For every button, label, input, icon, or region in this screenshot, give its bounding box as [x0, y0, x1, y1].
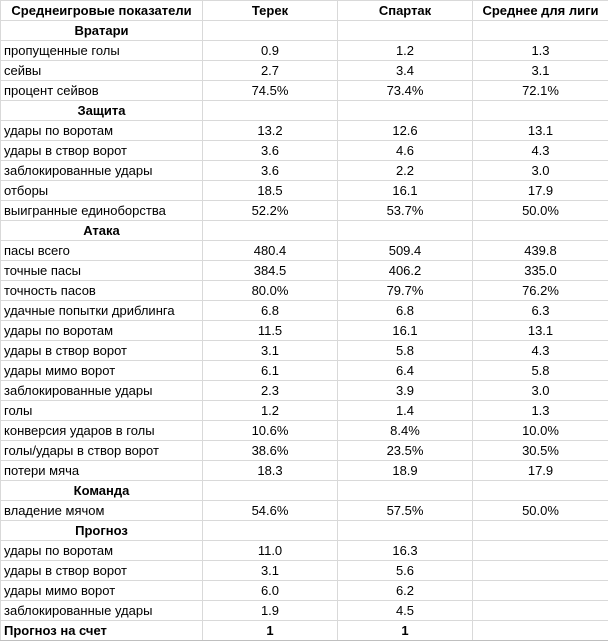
- metric-label: Прогноз на счет: [1, 621, 203, 641]
- terek-value: 384.5: [203, 261, 338, 281]
- spartak-value: 2.2: [338, 161, 473, 181]
- terek-value: 1: [203, 621, 338, 641]
- empty-cell: [203, 521, 338, 541]
- spartak-value: 16.1: [338, 321, 473, 341]
- table-row: [1, 261, 608, 281]
- metric-label: процент сейвов: [1, 81, 203, 101]
- metric-label: удары по воротам: [1, 121, 203, 141]
- table-row: [1, 141, 608, 161]
- empty-cell: [203, 101, 338, 121]
- spartak-value: 3.9: [338, 381, 473, 401]
- section-title: Прогноз: [1, 521, 203, 541]
- table-row: [1, 361, 608, 381]
- table-row: [1, 381, 608, 401]
- league-average-value: 50.0%: [473, 201, 608, 221]
- section-row: [1, 21, 608, 41]
- empty-cell: [203, 221, 338, 241]
- spartak-value: 1.2: [338, 41, 473, 61]
- terek-value: 11.5: [203, 321, 338, 341]
- metric-label: точность пасов: [1, 281, 203, 301]
- total-row: [1, 621, 608, 641]
- terek-value: 3.1: [203, 341, 338, 361]
- spartak-value: 5.8: [338, 341, 473, 361]
- metric-label: голы: [1, 401, 203, 421]
- metric-label: пасы всего: [1, 241, 203, 261]
- terek-value: 6.1: [203, 361, 338, 381]
- empty-cell: [473, 481, 608, 501]
- terek-value: 0.9: [203, 41, 338, 61]
- league-average-value: [473, 581, 608, 601]
- empty-cell: [203, 481, 338, 501]
- league-average-value: [473, 561, 608, 581]
- spartak-value: 406.2: [338, 261, 473, 281]
- empty-cell: [473, 21, 608, 41]
- league-average-value: 3.0: [473, 161, 608, 181]
- league-average-value: 1.3: [473, 41, 608, 61]
- metric-label: удары мимо ворот: [1, 581, 203, 601]
- spartak-value: 18.9: [338, 461, 473, 481]
- header-metric: Среднеигровые показатели: [1, 1, 203, 21]
- spartak-value: 8.4%: [338, 421, 473, 441]
- metric-label: владение мячом: [1, 501, 203, 521]
- spartak-value: 6.4: [338, 361, 473, 381]
- stats-table-body: [1, 1, 608, 641]
- spartak-value: 6.8: [338, 301, 473, 321]
- empty-cell: [338, 21, 473, 41]
- league-average-value: 4.3: [473, 341, 608, 361]
- section-row: [1, 221, 608, 241]
- spartak-value: 4.5: [338, 601, 473, 621]
- league-average-value: 30.5%: [473, 441, 608, 461]
- metric-label: голы/удары в створ ворот: [1, 441, 203, 461]
- metric-label: удары в створ ворот: [1, 141, 203, 161]
- metric-label: сейвы: [1, 61, 203, 81]
- section-row: [1, 521, 608, 541]
- metric-label: потери мяча: [1, 461, 203, 481]
- table-row: [1, 201, 608, 221]
- metric-label: удары мимо ворот: [1, 361, 203, 381]
- league-average-value: 50.0%: [473, 501, 608, 521]
- terek-value: 2.7: [203, 61, 338, 81]
- spartak-value: 509.4: [338, 241, 473, 261]
- spartak-value: 79.7%: [338, 281, 473, 301]
- section-title: Команда: [1, 481, 203, 501]
- league-average-value: 17.9: [473, 461, 608, 481]
- header-team-spartak: Спартак: [338, 1, 473, 21]
- table-row: [1, 421, 608, 441]
- table-row: [1, 241, 608, 261]
- league-average-value: 439.8: [473, 241, 608, 261]
- terek-value: 1.2: [203, 401, 338, 421]
- league-average-value: [473, 621, 608, 641]
- table-row: [1, 601, 608, 621]
- table-row: [1, 541, 608, 561]
- table-row: [1, 301, 608, 321]
- league-average-value: 6.3: [473, 301, 608, 321]
- spartak-value: 12.6: [338, 121, 473, 141]
- terek-value: 74.5%: [203, 81, 338, 101]
- table-row: [1, 401, 608, 421]
- league-average-value: 335.0: [473, 261, 608, 281]
- empty-cell: [473, 221, 608, 241]
- league-average-value: 76.2%: [473, 281, 608, 301]
- terek-value: 80.0%: [203, 281, 338, 301]
- league-average-value: 72.1%: [473, 81, 608, 101]
- header-league-average: Среднее для лиги: [473, 1, 608, 21]
- header-row: [1, 1, 608, 21]
- terek-value: 6.8: [203, 301, 338, 321]
- league-average-value: 3.0: [473, 381, 608, 401]
- spartak-value: 3.4: [338, 61, 473, 81]
- table-row: [1, 161, 608, 181]
- metric-label: пропущенные голы: [1, 41, 203, 61]
- spartak-value: 16.1: [338, 181, 473, 201]
- metric-label: заблокированные удары: [1, 381, 203, 401]
- metric-label: точные пасы: [1, 261, 203, 281]
- league-average-value: 4.3: [473, 141, 608, 161]
- terek-value: 3.1: [203, 561, 338, 581]
- terek-value: 18.3: [203, 461, 338, 481]
- terek-value: 3.6: [203, 161, 338, 181]
- league-average-value: 3.1: [473, 61, 608, 81]
- empty-cell: [203, 21, 338, 41]
- metric-label: удары в створ ворот: [1, 341, 203, 361]
- spartak-value: 1: [338, 621, 473, 641]
- spartak-value: 1.4: [338, 401, 473, 421]
- empty-cell: [338, 481, 473, 501]
- table-row: [1, 41, 608, 61]
- terek-value: 38.6%: [203, 441, 338, 461]
- metric-label: удачные попытки дриблинга: [1, 301, 203, 321]
- spartak-value: 6.2: [338, 581, 473, 601]
- metric-label: заблокированные удары: [1, 161, 203, 181]
- header-team-terek: Терек: [203, 1, 338, 21]
- league-average-value: 1.3: [473, 401, 608, 421]
- table-row: [1, 321, 608, 341]
- league-average-value: 10.0%: [473, 421, 608, 441]
- league-average-value: 17.9: [473, 181, 608, 201]
- section-title: Вратари: [1, 21, 203, 41]
- terek-value: 1.9: [203, 601, 338, 621]
- spartak-value: 53.7%: [338, 201, 473, 221]
- league-average-value: [473, 601, 608, 621]
- terek-value: 3.6: [203, 141, 338, 161]
- section-row: [1, 101, 608, 121]
- table-row: [1, 501, 608, 521]
- league-average-value: [473, 541, 608, 561]
- table-row: [1, 281, 608, 301]
- empty-cell: [338, 101, 473, 121]
- section-row: [1, 481, 608, 501]
- empty-cell: [473, 101, 608, 121]
- terek-value: 11.0: [203, 541, 338, 561]
- spartak-value: 4.6: [338, 141, 473, 161]
- table-row: [1, 81, 608, 101]
- terek-value: 2.3: [203, 381, 338, 401]
- table-row: [1, 61, 608, 81]
- empty-cell: [473, 521, 608, 541]
- metric-label: конверсия ударов в голы: [1, 421, 203, 441]
- terek-value: 52.2%: [203, 201, 338, 221]
- metric-label: удары по воротам: [1, 541, 203, 561]
- metric-label: удары в створ ворот: [1, 561, 203, 581]
- spartak-value: 73.4%: [338, 81, 473, 101]
- section-title: Атака: [1, 221, 203, 241]
- table-row: [1, 581, 608, 601]
- table-row: [1, 121, 608, 141]
- terek-value: 13.2: [203, 121, 338, 141]
- spartak-value: 23.5%: [338, 441, 473, 461]
- league-average-value: 5.8: [473, 361, 608, 381]
- table-row: [1, 441, 608, 461]
- table-row: [1, 341, 608, 361]
- section-title: Защита: [1, 101, 203, 121]
- metric-label: заблокированные удары: [1, 601, 203, 621]
- terek-value: 54.6%: [203, 501, 338, 521]
- empty-cell: [338, 221, 473, 241]
- empty-cell: [338, 521, 473, 541]
- terek-value: 480.4: [203, 241, 338, 261]
- spartak-value: 16.3: [338, 541, 473, 561]
- terek-value: 6.0: [203, 581, 338, 601]
- metric-label: удары по воротам: [1, 321, 203, 341]
- league-average-value: 13.1: [473, 321, 608, 341]
- spartak-value: 57.5%: [338, 501, 473, 521]
- table-row: [1, 461, 608, 481]
- metric-label: выигранные единоборства: [1, 201, 203, 221]
- spartak-value: 5.6: [338, 561, 473, 581]
- terek-value: 10.6%: [203, 421, 338, 441]
- metric-label: отборы: [1, 181, 203, 201]
- league-average-value: 13.1: [473, 121, 608, 141]
- table-row: [1, 181, 608, 201]
- table-row: [1, 561, 608, 581]
- terek-value: 18.5: [203, 181, 338, 201]
